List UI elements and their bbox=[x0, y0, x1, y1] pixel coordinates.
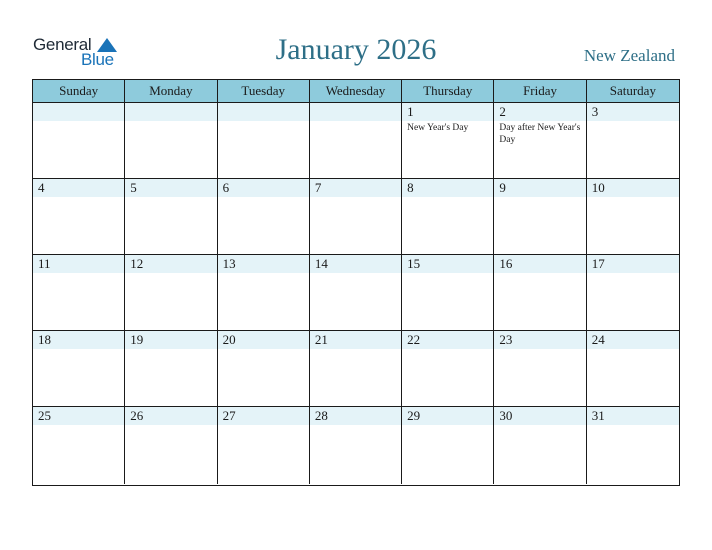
week-row bbox=[33, 103, 679, 179]
day-cell-16[interactable] bbox=[494, 255, 586, 330]
day-cell-10[interactable] bbox=[587, 179, 679, 254]
day-number: 31 bbox=[591, 408, 605, 423]
day-number: 22 bbox=[407, 332, 421, 347]
logo-blue-text: Blue bbox=[81, 50, 114, 69]
day-cell-15[interactable] bbox=[402, 255, 494, 330]
day-number: 7 bbox=[314, 180, 322, 195]
day-number: 5 bbox=[130, 180, 137, 195]
day-number: 3 bbox=[591, 104, 599, 119]
page-title: January 2026 bbox=[275, 33, 437, 66]
day-cell-9[interactable] bbox=[494, 179, 586, 254]
day-number: 18 bbox=[38, 332, 51, 347]
country-label: New Zealand bbox=[583, 46, 675, 65]
day-number: 24 bbox=[591, 332, 605, 347]
day-cell-22[interactable] bbox=[402, 331, 494, 406]
holiday-label: Day after New Year's Day bbox=[499, 123, 581, 145]
week-row bbox=[33, 331, 679, 407]
day-cell-5[interactable] bbox=[125, 179, 217, 254]
day-cell-18[interactable] bbox=[33, 331, 125, 406]
day-number: 12 bbox=[130, 256, 144, 271]
week-row bbox=[33, 179, 679, 255]
day-cell-30[interactable] bbox=[494, 407, 586, 484]
day-header-band bbox=[494, 103, 585, 121]
day-header-band bbox=[33, 179, 124, 197]
day-number: 6 bbox=[222, 180, 230, 195]
day-cell-1[interactable] bbox=[402, 103, 494, 178]
day-number: 25 bbox=[38, 408, 51, 423]
day-number: 9 bbox=[499, 180, 506, 195]
day-header-band bbox=[402, 179, 493, 197]
day-cell-24[interactable] bbox=[587, 331, 679, 406]
day-cell-empty[interactable] bbox=[33, 103, 125, 178]
day-number: 23 bbox=[499, 332, 513, 347]
holiday-label: New Year's Day bbox=[407, 123, 469, 133]
day-cell-28[interactable] bbox=[310, 407, 402, 484]
day-cell-empty[interactable] bbox=[310, 103, 402, 178]
day-cell-2[interactable] bbox=[494, 103, 586, 178]
day-header-band bbox=[218, 179, 309, 197]
day-number: 13 bbox=[222, 256, 236, 271]
day-header-band bbox=[125, 179, 216, 197]
day-cell-25[interactable] bbox=[33, 407, 125, 484]
day-cell-17[interactable] bbox=[587, 255, 679, 330]
day-cell-11[interactable] bbox=[33, 255, 125, 330]
day-number: 16 bbox=[499, 256, 513, 271]
day-header-band bbox=[218, 103, 309, 121]
calendar-grid bbox=[32, 79, 680, 486]
day-number: 27 bbox=[222, 408, 236, 423]
day-header-band bbox=[587, 103, 679, 121]
day-number: 20 bbox=[222, 332, 236, 347]
weekday-header: Friday bbox=[494, 80, 586, 102]
weekday-header: Monday bbox=[125, 80, 217, 102]
day-cell-23[interactable] bbox=[494, 331, 586, 406]
day-number: 21 bbox=[314, 332, 328, 347]
day-number: 1 bbox=[407, 104, 414, 119]
day-number: 28 bbox=[314, 408, 328, 423]
day-header-band bbox=[310, 179, 401, 197]
day-cell-empty[interactable] bbox=[125, 103, 217, 178]
day-header-band bbox=[402, 103, 493, 121]
week-row bbox=[33, 407, 679, 484]
day-cell-26[interactable] bbox=[125, 407, 217, 484]
week-row bbox=[33, 255, 679, 331]
day-cell-6[interactable] bbox=[218, 179, 310, 254]
day-cell-3[interactable] bbox=[587, 103, 679, 178]
weekday-header: Sunday bbox=[33, 80, 125, 102]
day-cell-31[interactable] bbox=[587, 407, 679, 484]
weekday-header-row bbox=[33, 80, 679, 103]
day-header-band bbox=[310, 103, 401, 121]
day-number: 11 bbox=[38, 256, 51, 271]
day-number: 30 bbox=[499, 408, 513, 423]
day-cell-8[interactable] bbox=[402, 179, 494, 254]
day-cell-13[interactable] bbox=[218, 255, 310, 330]
day-number: 15 bbox=[407, 256, 421, 271]
weekday-header: Thursday bbox=[402, 80, 494, 102]
weekday-header: Saturday bbox=[609, 83, 656, 98]
day-cell-12[interactable] bbox=[125, 255, 217, 330]
day-number: 26 bbox=[130, 408, 144, 423]
day-number: 2 bbox=[499, 104, 506, 119]
day-number: 29 bbox=[407, 408, 421, 423]
day-number: 8 bbox=[407, 180, 414, 195]
day-cell-19[interactable] bbox=[125, 331, 217, 406]
day-number: 17 bbox=[591, 256, 605, 271]
day-cell-21[interactable] bbox=[310, 331, 402, 406]
day-header-band bbox=[125, 103, 216, 121]
day-header-band bbox=[494, 179, 585, 197]
weekday-header: Wednesday bbox=[310, 80, 402, 102]
day-cell-27[interactable] bbox=[218, 407, 310, 484]
day-cell-4[interactable] bbox=[33, 179, 125, 254]
logo-general-text: General bbox=[33, 35, 92, 54]
day-number: 14 bbox=[314, 256, 328, 271]
day-cell-14[interactable] bbox=[310, 255, 402, 330]
day-cell-empty[interactable] bbox=[218, 103, 310, 178]
day-cell-20[interactable] bbox=[218, 331, 310, 406]
day-cell-29[interactable] bbox=[402, 407, 494, 484]
day-cell-7[interactable] bbox=[310, 179, 402, 254]
weekday-header: Tuesday bbox=[218, 80, 310, 102]
day-number: 19 bbox=[130, 332, 144, 347]
day-number: 10 bbox=[591, 180, 605, 195]
day-header-band bbox=[33, 103, 124, 121]
day-number: 4 bbox=[38, 180, 45, 195]
